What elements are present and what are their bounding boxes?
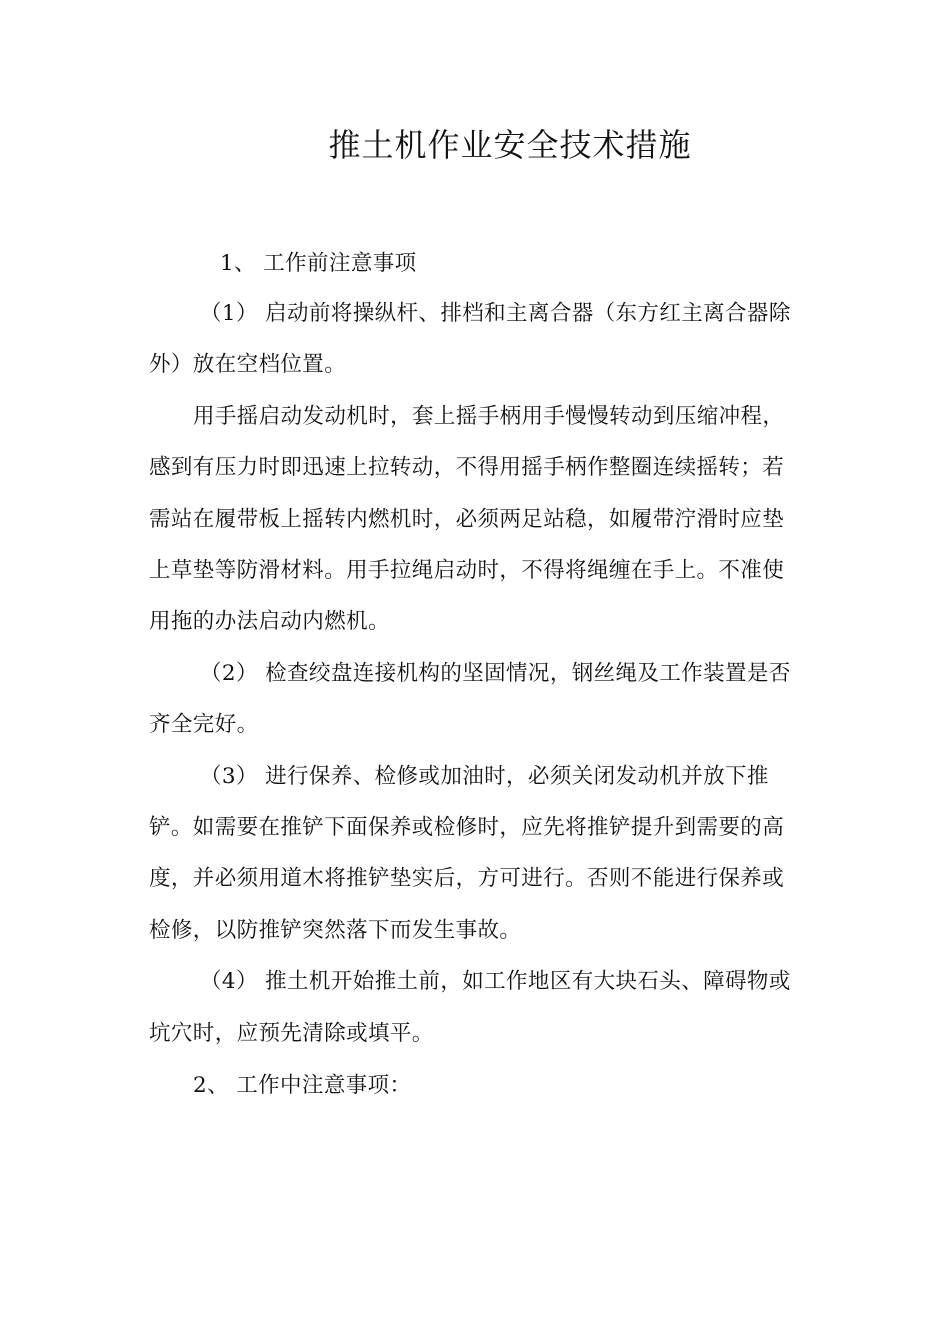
paragraph-line: （4） 推土机开始推土前，如工作地区有大块石头、障碍物或 (200, 969, 791, 994)
paragraph-line: 用拖的办法启动内燃机。 (149, 609, 390, 634)
paragraph-line: （2） 检查绞盘连接机构的坚固情况，钢丝绳及工作装置是否 (200, 661, 791, 686)
paragraph-line: 坑穴时，应预先清除或填平。 (149, 1021, 434, 1046)
paragraph-line: 外）放在空档位置。 (149, 352, 347, 377)
paragraph-line: 度，并必须用道木将推铲垫实后，方可进行。否则不能进行保养或 (149, 866, 785, 891)
paragraph-line: 感到有压力时即迅速上拉转动，不得用摇手柄作整圈连续摇转；若 (149, 455, 785, 480)
document-title: 推土机作业安全技术措施 (328, 126, 692, 164)
paragraph-line: 铲。如需要在推铲下面保养或检修时，应先将推铲提升到需要的高 (149, 815, 785, 840)
paragraph-line: 检修，以防推铲突然落下而发生事故。 (149, 918, 522, 943)
paragraph-line: （1） 启动前将操纵杆、排档和主离合器（东方红主离合器除 (200, 301, 791, 326)
section-heading-1: 1、 工作前注意事项 (220, 251, 417, 276)
paragraph-line: （3） 进行保养、检修或加油时，必须关闭发动机并放下推 (200, 764, 769, 789)
paragraph-line: 用手摇启动发动机时，套上摇手柄用手慢慢转动到压缩冲程， (193, 404, 785, 429)
paragraph-line: 齐全完好。 (149, 712, 259, 737)
paragraph-line: 需站在履带板上摇转内燃机时，必须两足站稳，如履带泞滑时应垫 (149, 507, 785, 532)
section-heading-2: 2、 工作中注意事项： (193, 1073, 412, 1098)
paragraph-line: 上草垫等防滑材料。用手拉绳启动时，不得将绳缠在手上。不准使 (149, 558, 785, 583)
